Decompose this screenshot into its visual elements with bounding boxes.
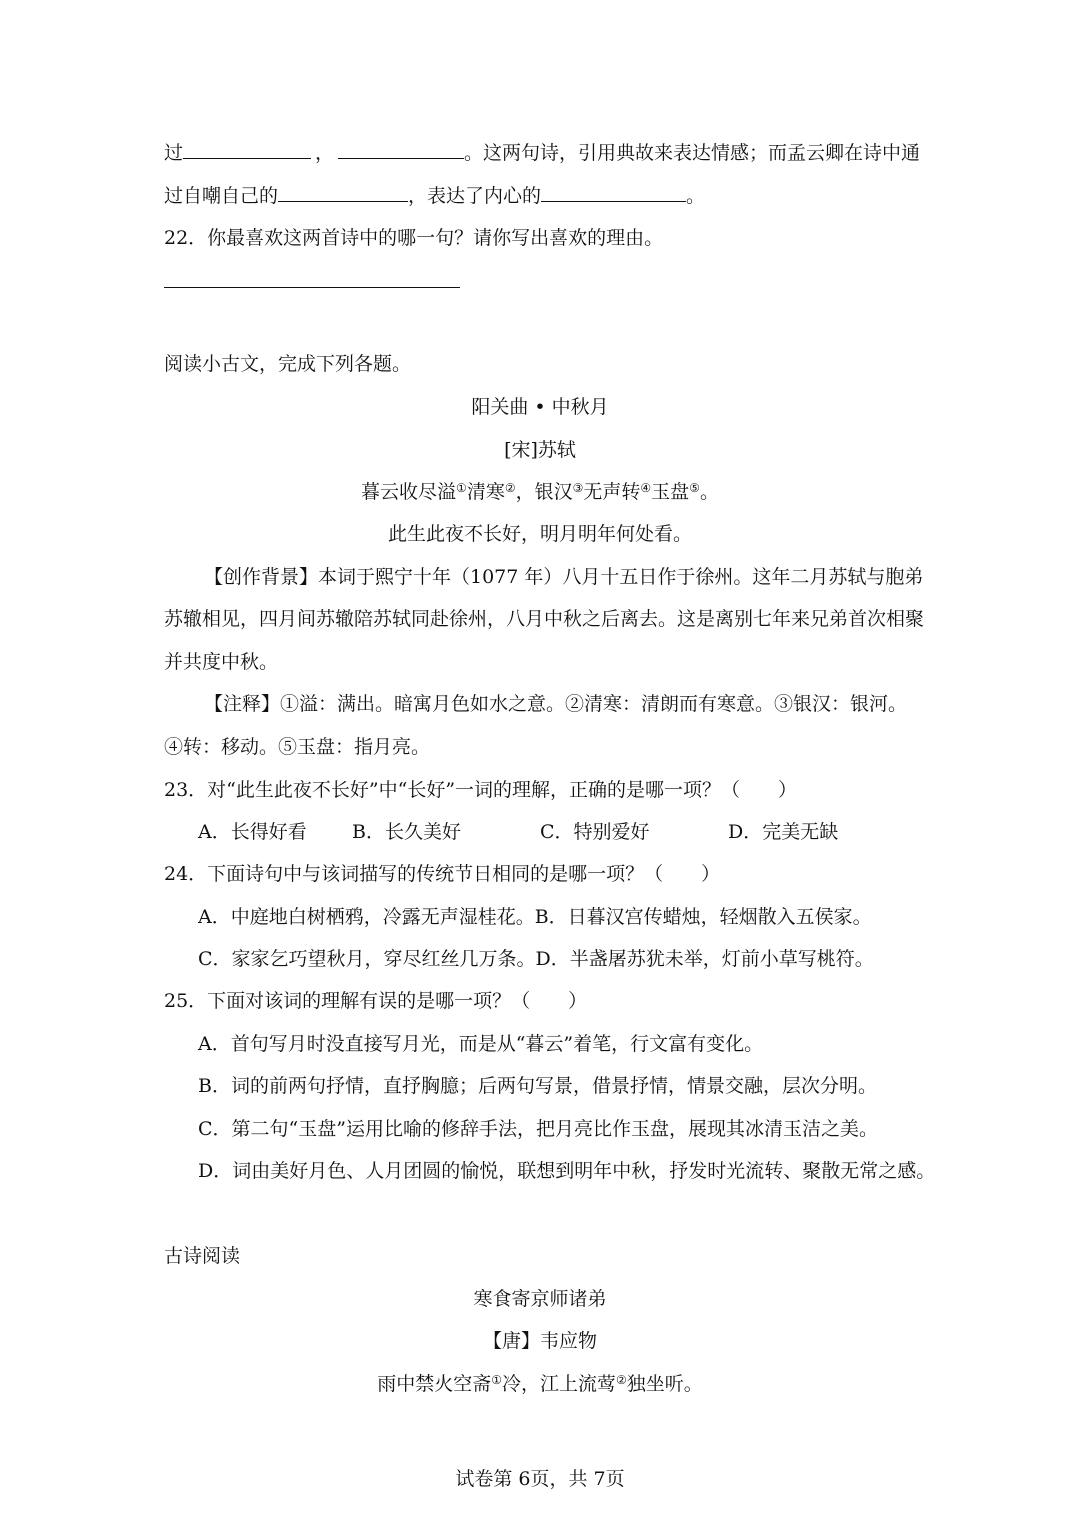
poem1-author: [宋]苏轼 xyxy=(504,439,576,461)
q23-option-d[interactable]: D．完美无缺 xyxy=(728,821,839,843)
answer-blank-4[interactable] xyxy=(541,183,686,202)
poem1-verse-1 xyxy=(0,480,1080,504)
q23-option-b[interactable]: B．长久美好 xyxy=(352,821,461,843)
q25-option-c[interactable]: C．第二句“玉盘”运用比喻的修辞手法，把月亮比作玉盘，展现其冰清玉洁之美。 xyxy=(198,1118,878,1140)
q24-options-row-1[interactable]: A．中庭地白树栖鸦，冷露无声湿桂花。B．日暮汉宫传蜡烛，轻烟散入五侯家。 xyxy=(198,906,872,928)
q21-text-suffix: 。这两句诗，引用典故来表达情感；而孟云卿在诗中通 xyxy=(464,142,921,164)
q21-text-sep: ， xyxy=(315,142,335,164)
reading2-intro: 古诗阅读 xyxy=(164,1245,241,1267)
answer-blank-3[interactable] xyxy=(278,183,408,202)
verse-text: 雨中禁火空斋 xyxy=(377,1373,492,1395)
poem2-title: 寒食寄京师诸弟 xyxy=(473,1288,607,1310)
background-line-3: 并共度中秋。 xyxy=(164,651,279,673)
verse-text: 冷，江上流莺 xyxy=(501,1373,616,1395)
poem2-author: 【唐】韦应物 xyxy=(482,1330,597,1352)
verse-text: 。 xyxy=(699,481,719,503)
q22-answer-line[interactable] xyxy=(164,287,460,288)
q21-text-prefix: 过 xyxy=(164,142,184,164)
verse-text: 清寒 xyxy=(466,481,505,503)
answer-blank-1[interactable] xyxy=(183,140,311,159)
poem1-verse-2: 此生此夜不长好，明月明年何处看。 xyxy=(387,523,692,545)
q23-stem: 23．对“此生此夜不长好”中“长好”一词的理解，正确的是哪一项？（ ） xyxy=(164,779,798,801)
note-marker: ① xyxy=(491,1373,502,1387)
verse-text: ，银汉 xyxy=(515,481,573,503)
q25-stem: 25．下面对该词的理解有误的是哪一项？（ ） xyxy=(164,990,588,1012)
note-marker: ④ xyxy=(640,481,652,495)
note-marker: ② xyxy=(504,481,516,495)
q25-option-a[interactable]: A．首句写月时没直接写月光，而是从“暮云”着笔，行文富有变化。 xyxy=(198,1033,764,1055)
q25-option-d[interactable]: D．词由美好月色、人月团圆的愉悦，联想到明年中秋，抒发时光流转、聚散无常之感。 xyxy=(198,1160,936,1182)
answer-blank-2[interactable] xyxy=(338,140,464,159)
background-line-1: 【创作背景】本词于熙宁十年（1077 年）八月十五日作于徐州。这年二月苏轼与胞弟 xyxy=(204,566,924,588)
note-marker: ⑤ xyxy=(689,481,700,495)
q21-line2-prefix: 过自嘲自己的 xyxy=(164,185,279,207)
q23-option-a[interactable]: A．长得好看 xyxy=(198,821,307,843)
q24-stem: 24．下面诗句中与该词描写的传统节日相同的是哪一项？（ ） xyxy=(164,863,721,885)
q21-line-1 xyxy=(164,140,920,165)
verse-text: 无声转 xyxy=(583,481,641,503)
q21-line2-suffix: 。 xyxy=(686,185,706,207)
poem2-verse-1 xyxy=(0,1372,1080,1396)
q21-line-2 xyxy=(164,183,705,208)
q22-stem: 22．你最喜欢这两首诗中的哪一句？请你写出喜欢的理由。 xyxy=(164,227,664,249)
page-footer: 试卷第 6页，共 7页 xyxy=(455,1468,625,1490)
q25-option-b[interactable]: B．词的前两句抒情，直抒胸臆；后两句写景，借景抒情，情景交融，层次分明。 xyxy=(198,1075,877,1097)
reading1-intro: 阅读小古文，完成下列各题。 xyxy=(164,353,412,375)
q23-options xyxy=(198,820,838,844)
poem1-title: 阳关曲 • 中秋月 xyxy=(471,396,609,418)
note-marker: ① xyxy=(456,481,467,495)
notes-line-2: ④转：移动。⑤玉盘：指月亮。 xyxy=(164,736,431,758)
q24-options-row-2[interactable]: C．家家乞巧望秋月，穿尽红丝几万条。D．半盏屠苏犹未举，灯前小草写桃符。 xyxy=(198,948,874,970)
verse-text: 独坐听。 xyxy=(626,1373,703,1395)
background-line-2: 苏辙相见，四月间苏辙陪苏轼同赴徐州，八月中秋之后离去。这是离别七年来兄弟首次相聚 xyxy=(164,608,925,630)
verse-text: 暮云收尽溢 xyxy=(361,481,457,503)
q21-line2-mid: ，表达了内心的 xyxy=(408,185,542,207)
note-marker: ③ xyxy=(572,481,584,495)
note-marker: ② xyxy=(616,1373,627,1387)
verse-text: 玉盘 xyxy=(651,481,690,503)
notes-line-1: 【注释】①溢：满出。暗寓月色如水之意。②清寒：清朗而有寒意。③银汉：银河。 xyxy=(204,693,908,715)
q23-option-c[interactable]: C．特别爱好 xyxy=(540,821,650,843)
